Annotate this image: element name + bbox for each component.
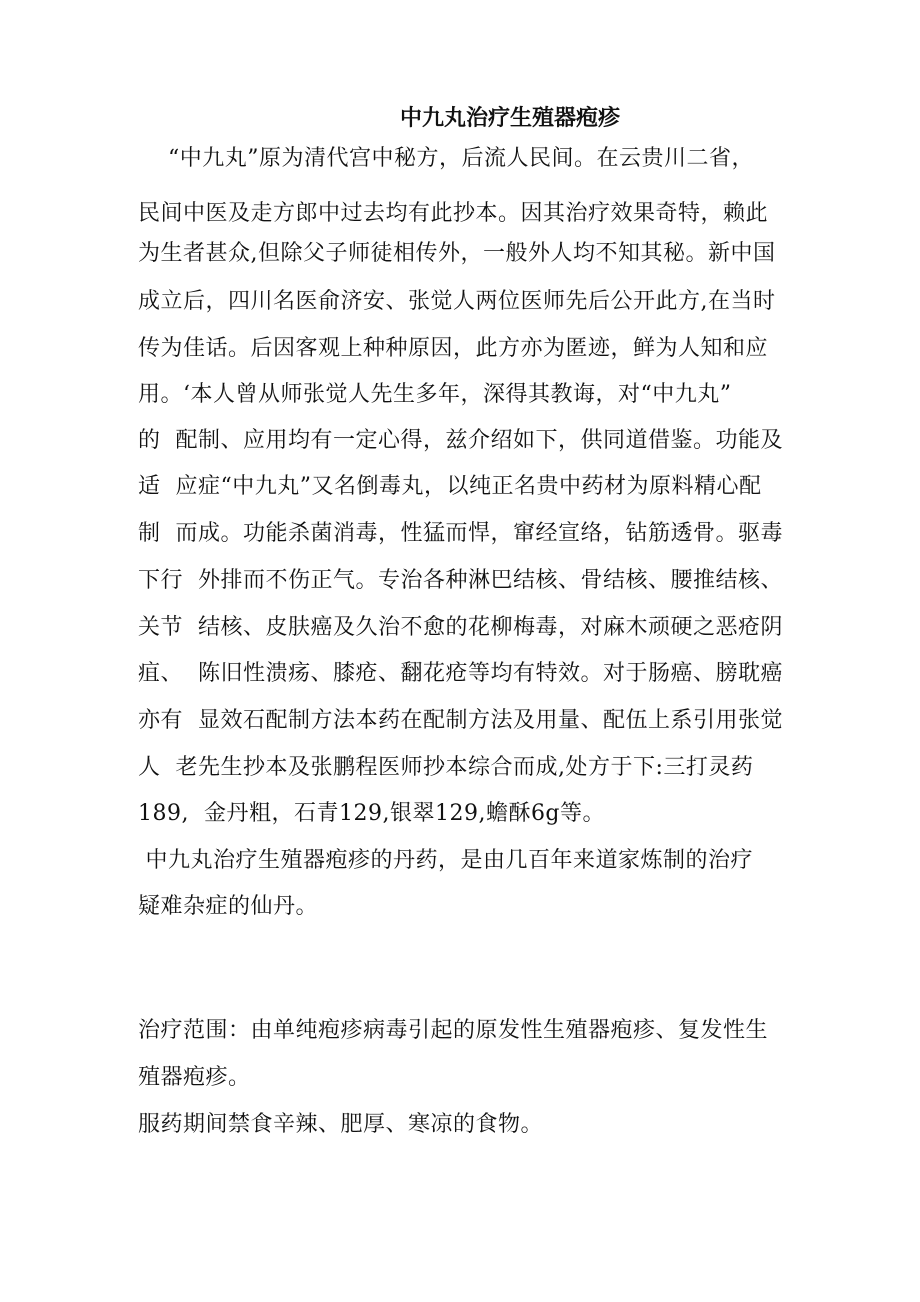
paragraph-line: 疽、 陈旧性溃疡、膝疮、翻花疮等均有特效。对于肠癌、膀耽癌 — [138, 661, 783, 686]
paragraph-line: 民间中医及走方郎中过去均有此抄本。因其治疗效果奇特，赖此 — [138, 201, 769, 226]
paragraph-line: 适 应症“中九丸”又名倒毒丸，以纯正名贵中药材为原料精心配 — [138, 474, 762, 499]
paragraph-line: 人 老先生抄本及张鹏程医师抄本综合而成,处方于下:三打灵药 — [138, 755, 754, 780]
paragraph-line: 用。‘本人曾从师张觉人先生多年，深得其教诲，对“中九丸” — [138, 382, 732, 407]
paragraph-line: 的 配制、应用均有一定心得，兹介绍如下，供同道借鉴。功能及 — [138, 428, 783, 453]
paragraph-line: 中九丸治疗生殖器疱疹的丹药，是由几百年来道家炼制的治疗 — [138, 848, 753, 873]
paragraph-line: 189, 金丹粗，石青129,银翠129,蟾酥6g等。 — [138, 801, 606, 826]
paragraph-line: “中九丸”原为清代宫中秘方，后流人民间。在云贵川二省， — [138, 146, 754, 171]
paragraph-line: 成立后，四川名医俞济安、张觉人两位医师先后公开此方,在当时 — [138, 289, 776, 314]
paragraph-line: 关节 结核、皮肤癌及久治不愈的花柳梅毒，对麻木顽硬之恶疮阴 — [138, 615, 783, 640]
paragraph-line: 服药期间禁食辛辣、肥厚、寒凉的食物。 — [138, 1112, 544, 1137]
document-title: 中九丸治疗生殖器疱疹 — [399, 105, 620, 131]
paragraph-line: 传为佳话。后因客观上种种原因，此方亦为匿迹，鲜为人知和应 — [138, 336, 769, 361]
paragraph-line: 制 而成。功能杀菌消毒，性猛而悍，窜经宣络，钻筋透骨。驱毒 — [138, 521, 783, 546]
paragraph-line: 为生者甚众,但除父子师徒相传外，一般外人均不知其秘。新中国 — [138, 241, 776, 266]
paragraph-line: 治疗范围：由单纯疱疹病毒引起的原发性生殖器疱疹、复发性生 — [138, 1018, 769, 1043]
paragraph-line: 亦有 显效石配制方法本药在配制方法及用量、配伍上系引用张觉 — [138, 708, 783, 733]
paragraph-line: 下行 外排而不伤正气。专治各种淋巴结核、骨结核、腰推结核、 — [138, 568, 783, 593]
paragraph-line: 殖器疱疹。 — [138, 1065, 251, 1090]
paragraph-line: 疑难杂症的仙丹。 — [138, 894, 319, 919]
